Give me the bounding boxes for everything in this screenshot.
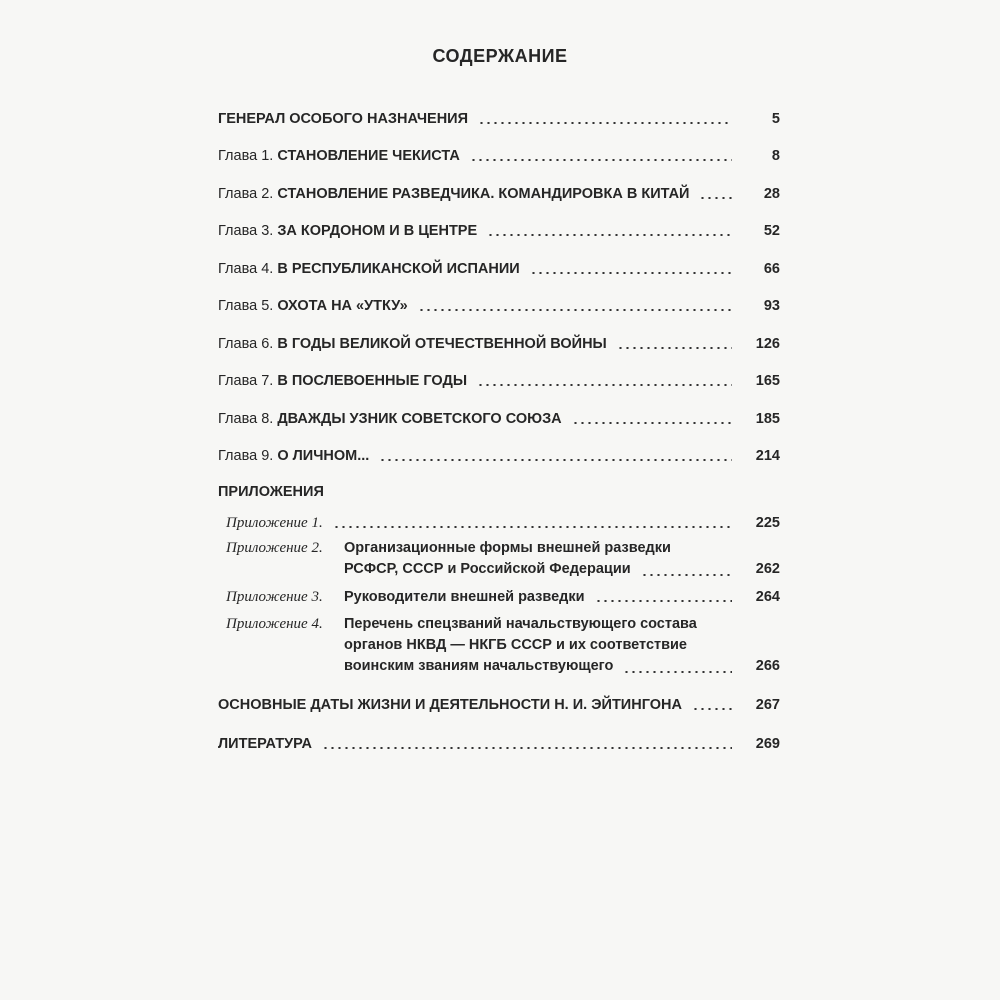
entry-title: В РЕСПУБЛИКАНСКОЙ ИСПАНИИ [277,261,520,277]
entry-title: В ГОДЫ ВЕЛИКОЙ ОТЕЧЕСТВЕННОЙ ВОЙНЫ [277,336,607,352]
toc-entry-chapter-6 [218,331,780,353]
toc-entry-chapter-4 [218,256,780,278]
entry-title: ОХОТА НА «УТКУ» [277,298,408,314]
dot-leader [487,234,732,236]
dot-leader [322,747,732,749]
entry-title: ЗА КОРДОНОМ И В ЦЕНТРЕ [277,223,478,239]
entry-title: СТАНОВЛЕНИЕ РАЗВЕДЧИКА. КОМАНДИРОВКА В КИТАЙ [277,186,690,202]
page-number: 5 [771,111,780,127]
page-number: 93 [763,298,780,314]
page-number: 262 [755,561,780,577]
entry-title: Руководители внешней разведки [344,589,585,605]
chapter-label: Глава 8. [218,411,278,427]
toc-entry-intro [218,106,780,128]
entry-title-line: РСФСР, СССР и Российской Федерации [344,561,631,577]
page-number: 52 [763,223,780,239]
dot-leader [641,574,732,576]
toc-entry-chapter-9 [218,443,780,465]
dot-leader [692,708,732,710]
appendices-heading: ПРИЛОЖЕНИЯ [218,484,324,500]
entry-title-line: Перечень спецзваний начальствующего состава [344,616,697,632]
entry-title: О ЛИЧНОМ... [277,448,370,464]
toc-entry-appendix-3 [226,584,780,606]
dot-leader [470,159,732,161]
page-number: 66 [763,261,780,277]
page-number: 264 [755,589,780,605]
toc-entry-appendix-1 [226,510,780,532]
chapter-label: Глава 3. [218,223,278,239]
entry-title-line: Организационные формы внешней разведки [344,540,671,556]
chapter-label: Глава 7. [218,373,278,389]
toc-entry-dates [218,692,780,714]
toc-entry-chapter-5 [218,293,780,315]
toc-entry-appendix-4 [226,614,780,677]
entry-title: ГЕНЕРАЛ ОСОБОГО НАЗНАЧЕНИЯ [218,111,469,127]
toc-entry-chapter-3 [218,218,780,240]
entry-last-line [344,559,780,580]
dot-leader [379,459,732,461]
dot-leader [623,671,732,673]
page-number: 269 [755,736,780,752]
entry-title-line: органов НКВД — НКГБ СССР и их соответствие [344,637,688,653]
dot-leader [595,600,732,602]
page-title: СОДЕРЖАНИЕ [432,46,568,66]
entry-title: СТАНОВЛЕНИЕ ЧЕКИСТА [277,148,460,164]
dot-leader [572,422,732,424]
dot-leader [333,526,732,528]
appendix-label: Приложение 4. [226,616,323,632]
chapter-label: Глава 6. [218,336,278,352]
entry-title: ОСНОВНЫЕ ДАТЫ ЖИЗНИ И ДЕЯТЕЛЬНОСТИ Н. И. ЭЙТИНГОНА [218,697,682,713]
appendix-label: Приложение 3. [226,589,323,605]
toc-entry-chapter-8 [218,406,780,428]
page-number: 225 [755,515,780,531]
chapter-label: Глава 4. [218,261,278,277]
page-number: 126 [755,336,780,352]
chapter-label: Глава 2. [218,186,278,202]
page-number: 185 [755,411,780,427]
entry-title: В ПОСЛЕВОЕННЫЕ ГОДЫ [277,373,468,389]
dot-leader [418,309,732,311]
appendix-label: Приложение 2. [226,540,323,556]
toc-entry-chapter-1 [218,143,780,165]
entry-title: ЛИТЕРАТУРА [218,736,313,752]
chapter-label: Глава 9. [218,448,278,464]
dot-leader [478,122,732,124]
dot-leader [477,384,732,386]
dot-leader [530,272,732,274]
chapter-label: Глава 5. [218,298,278,314]
page-number: 214 [755,448,780,464]
dot-leader [617,347,732,349]
page-number: 28 [763,186,780,202]
page-number: 8 [771,148,780,164]
toc-entry-literature [218,731,780,753]
page-number: 165 [755,373,780,389]
dot-leader [699,197,732,199]
toc-entry-chapter-2 [218,181,780,203]
appendix-label: Приложение 1. [226,515,323,531]
toc-entry-chapter-7 [218,368,780,390]
entry-last-line [344,656,780,677]
entry-title: ДВАЖДЫ УЗНИК СОВЕТСКОГО СОЮЗА [277,411,562,427]
toc-entry-appendix-2 [226,538,780,580]
page-number: 267 [755,697,780,713]
chapter-label: Глава 1. [218,148,278,164]
entry-title-line: воинским званиям начальствующего [344,658,614,674]
page-number: 266 [755,658,780,674]
